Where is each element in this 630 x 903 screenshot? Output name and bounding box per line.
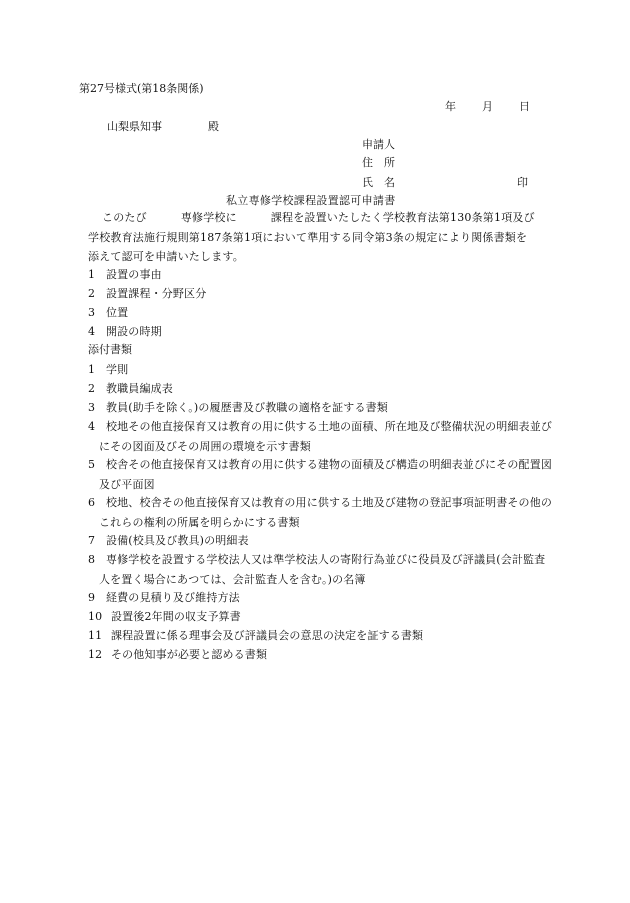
attachment-text: 経費の見積り及び維持方法: [106, 591, 240, 604]
attachment-item-12: [88, 645, 555, 665]
applicant-address-label: 住 所: [362, 156, 395, 169]
attachment-text: 専修学校を設置する学校法人又は準学校法人の寄附行為並びに役員及び評議員(会計監査人を置く場合にあつては、会計監査人を含む。)の名簿: [99, 553, 546, 586]
section-number: 4: [88, 325, 96, 338]
section-number: 3: [88, 306, 96, 319]
attachments-heading: 添付書類: [88, 343, 132, 356]
attachment-text: その他知事が必要と認める書類: [111, 648, 268, 661]
section-text: 設置課程・分野区分: [106, 287, 207, 300]
date-month: 月: [482, 100, 493, 113]
attachment-text: 学則: [106, 363, 129, 376]
attachment-number: 8: [88, 553, 96, 566]
attachment-item-4: [88, 417, 555, 456]
attachment-number: 10: [88, 610, 103, 623]
date-day: 日: [519, 100, 530, 113]
section-text: 開設の時期: [106, 325, 162, 338]
attachment-text: 設置後2年間の収支予算書: [111, 610, 241, 623]
section-text: 設置の事由: [106, 268, 162, 281]
attachment-number: 7: [88, 534, 96, 547]
attachment-item-2: [88, 379, 555, 399]
attachment-item-7: [88, 531, 555, 551]
attachment-number: 1: [88, 363, 96, 376]
attachment-number: 5: [88, 458, 96, 471]
attachment-text: 設備(校具及び教具)の明細表: [106, 534, 249, 547]
attachment-number: 4: [88, 420, 96, 433]
attachment-number: 11: [88, 629, 103, 642]
body-part3: 課程を設置いたしたく学校教育法第130条第1項: [270, 211, 513, 224]
body-paragraph: [88, 208, 538, 267]
section-item-1: [88, 265, 555, 285]
section-text: 位置: [106, 306, 129, 319]
attachment-item-3: [88, 398, 555, 418]
section-item-3: [88, 303, 555, 323]
attachment-text: 校地その他直接保育又は教育の用に供する土地の面積、所在地及び整備状況の明細表並びにその図面及びその周囲の環境を示す書類: [99, 420, 552, 453]
body-part2: 専修学校に: [180, 211, 237, 224]
section-number: 1: [88, 268, 96, 281]
attachment-text: 校地、校舎その他直接保育又は教育の用に供する土地及び建物の登記事項証明書その他のこれらの権利の所属を明らかにする書類: [99, 496, 552, 529]
attachment-text: 校舎その他直接保育又は教育の用に供する建物の面積及び構造の明細表並びにその配置図及び平面図: [99, 458, 552, 491]
addressee-name: 山梨県知事: [107, 120, 162, 133]
attachment-text: 教員(助手を除く。)の履歴書及び教職の適格を証する書類: [106, 401, 388, 414]
form-number: 第27号様式(第18条関係): [79, 82, 204, 95]
attachment-item-1: [88, 360, 555, 380]
seal-mark: 印: [517, 176, 528, 189]
section-number: 2: [88, 287, 96, 300]
attachment-number: 9: [88, 591, 96, 604]
attachment-text: 教職員編成表: [106, 382, 173, 395]
section-item-4: [88, 322, 555, 342]
applicant-label: 申請人: [362, 138, 395, 151]
attachment-item-10: [88, 607, 555, 627]
attachment-item-6: [88, 493, 555, 532]
attachment-item-11: [88, 626, 555, 646]
date-year: 年: [445, 100, 456, 113]
attachment-text: 課程設置に係る理事会及び評議員会の意思の決定を証する書類: [111, 629, 424, 642]
applicant-name-row: [362, 176, 395, 190]
attachment-number: 3: [88, 401, 96, 414]
addressee: [107, 120, 219, 134]
body-part1: このたび: [102, 211, 147, 224]
body-continuation: 及び学校教育法施行規則第187条第1項において準用する同令第3条の規定により関係書類を添えて認可を申請いたします。: [88, 211, 535, 263]
attachment-number: 12: [88, 648, 103, 661]
document-title: 私立専修学校課程設置認可申請書: [226, 194, 396, 207]
addressee-honorific: 殿: [208, 120, 219, 133]
date-line: [445, 100, 530, 114]
attachment-item-5: [88, 455, 555, 494]
attachment-item-9: [88, 588, 555, 608]
applicant-name-label: 氏 名: [362, 176, 395, 189]
attachment-item-8: [88, 550, 555, 589]
attachment-number: 2: [88, 382, 96, 395]
section-item-2: [88, 284, 555, 304]
attachment-number: 6: [88, 496, 96, 509]
